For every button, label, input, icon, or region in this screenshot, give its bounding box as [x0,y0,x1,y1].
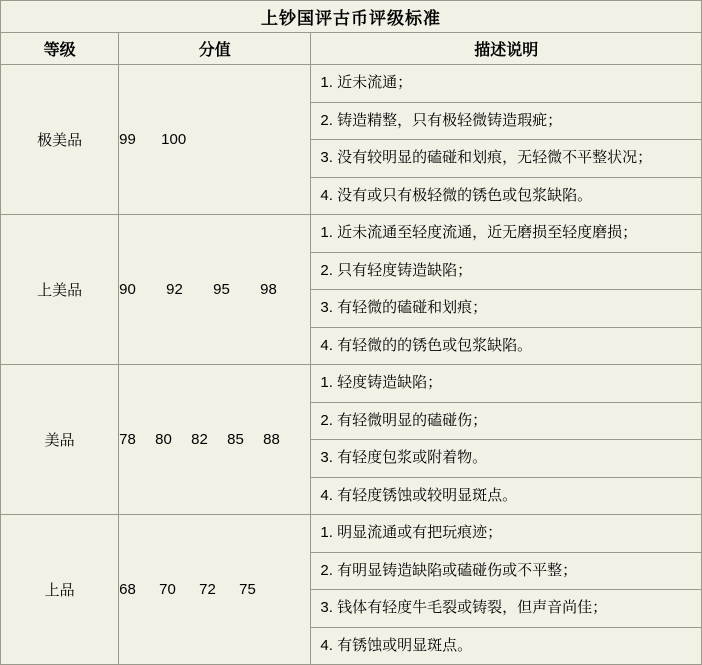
table-row [1,65,702,215]
description-line: 4. 没有或只有极轻微的锈色或包浆缺陷。 [320,186,593,204]
score-value: 85 [227,431,244,448]
score-values [119,515,311,665]
description-line: 1. 近未流通； [311,65,701,103]
column-header-description: 描述说明 [311,33,702,65]
score-value: 68 [119,581,136,598]
description-cell [311,215,702,365]
score-values [119,65,311,215]
column-header-score: 分值 [119,33,311,65]
grade-label: 美品 [1,365,119,515]
description-line: 1. 明显流通或有把玩痕迹； [311,515,701,553]
description-cell [311,65,702,215]
description-cell [311,365,702,515]
table-header-row [1,33,702,65]
score-value: 78 [119,431,136,448]
description-line: 4. 有轻微的的锈色或包浆缺陷。 [320,336,533,354]
grade-label: 极美品 [1,65,119,215]
score-value: 98 [260,281,277,298]
description-line: 3. 有轻度包浆或附着物。 [311,440,701,478]
table-row [1,515,702,665]
description-line: 4. 有锈蚀或明显斑点。 [320,636,473,654]
score-value: 75 [239,581,256,598]
column-header-grade: 等级 [1,33,119,65]
score-values [119,365,311,515]
score-value: 92 [166,281,183,298]
description-line: 2. 有轻微明显的磕碰伤； [311,403,701,441]
score-value: 88 [263,431,280,448]
grade-label: 上品 [1,515,119,665]
score-value: 70 [159,581,176,598]
description-line: 3. 没有较明显的磕碰和划痕，无轻微不平整状况； [311,140,701,178]
score-value: 82 [191,431,208,448]
description-line: 3. 钱体有轻度牛毛裂或铸裂，但声音尚佳； [311,590,701,628]
description-cell [311,515,702,665]
score-value: 95 [213,281,230,298]
grade-label: 上美品 [1,215,119,365]
score-value: 100 [161,131,187,148]
table-row [1,215,702,365]
score-value: 80 [155,431,172,448]
description-line: 1. 近未流通至轻度流通，近无磨损至轻度磨损； [311,215,701,253]
description-line: 4. 有轻度锈蚀或较明显斑点。 [320,486,518,504]
score-value: 90 [119,281,136,298]
description-line: 1. 轻度铸造缺陷； [311,365,701,403]
description-line: 2. 铸造精整，只有极轻微铸造瑕疵； [311,103,701,141]
score-values [119,215,311,365]
score-value: 99 [119,131,136,148]
score-value: 72 [199,581,216,598]
table-title-row [1,1,702,33]
description-line: 3. 有轻微的磕碰和划痕； [311,290,701,328]
page-title: 上钞国评古币评级标准 [1,1,702,33]
table-row [1,365,702,515]
description-line: 2. 只有轻度铸造缺陷； [311,253,701,291]
description-line: 2. 有明显铸造缺陷或磕碰伤或不平整； [311,553,701,591]
